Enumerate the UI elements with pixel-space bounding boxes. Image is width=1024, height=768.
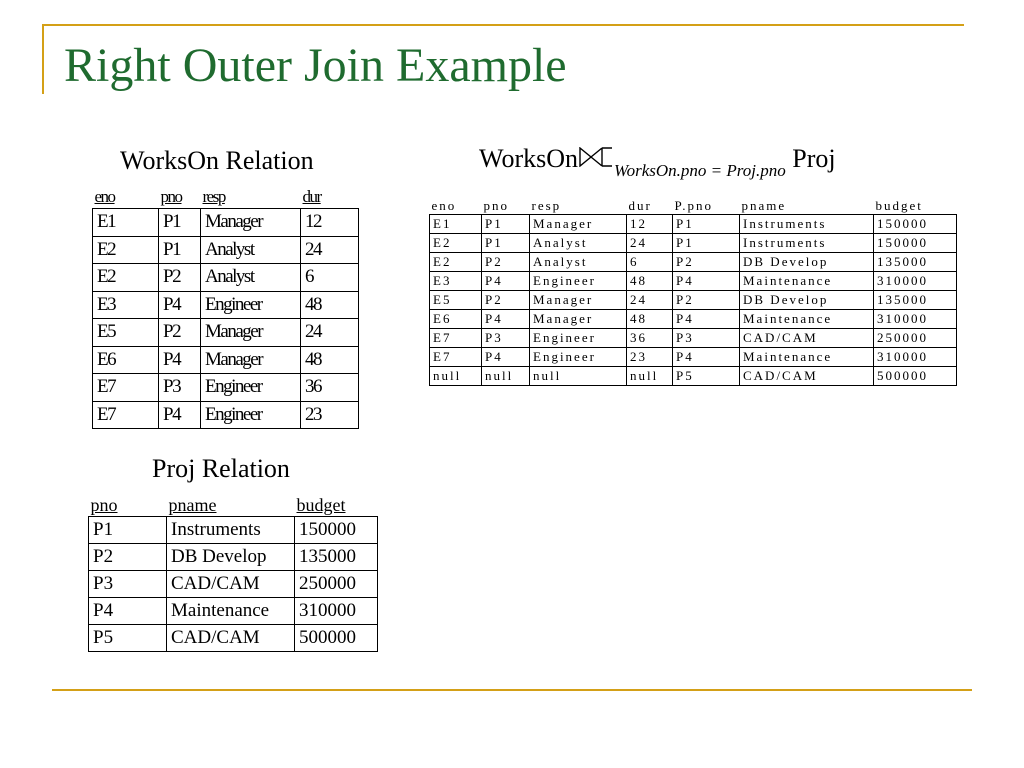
join-column-header: budget bbox=[875, 198, 923, 213]
join-cell: Maintenance bbox=[740, 348, 874, 367]
works-on-cell: Analyst bbox=[201, 236, 301, 264]
join-column-header: pno bbox=[483, 198, 509, 213]
join-row bbox=[430, 272, 957, 291]
proj-cell: DB Develop bbox=[167, 544, 295, 571]
join-row bbox=[430, 329, 957, 348]
proj-caption: Proj Relation bbox=[152, 454, 290, 483]
works-on-table bbox=[92, 186, 359, 429]
join-cell: P1 bbox=[482, 234, 530, 253]
join-cell: 250000 bbox=[874, 329, 957, 348]
proj-cell: 310000 bbox=[295, 598, 378, 625]
works-on-caption: WorksOn Relation bbox=[120, 146, 314, 175]
join-row bbox=[430, 234, 957, 253]
works-on-cell: E2 bbox=[93, 264, 159, 292]
proj-column-header: pname bbox=[168, 494, 217, 515]
proj-column-header: budget bbox=[296, 494, 346, 515]
works-on-row bbox=[93, 319, 359, 347]
join-row bbox=[430, 215, 957, 234]
join-cell: null bbox=[482, 367, 530, 386]
join-cell: P2 bbox=[673, 291, 740, 310]
works-on-column-header: pno bbox=[160, 187, 182, 206]
proj-cell: 150000 bbox=[295, 517, 378, 544]
join-cell: null bbox=[430, 367, 482, 386]
slide-title: Right Outer Join Example bbox=[64, 39, 567, 92]
join-cell: null bbox=[530, 367, 627, 386]
join-cell: Maintenance bbox=[740, 310, 874, 329]
works-on-cell: E7 bbox=[93, 374, 159, 402]
join-column-header: pname bbox=[741, 198, 787, 213]
join-row bbox=[430, 253, 957, 272]
proj-cell: CAD/CAM bbox=[167, 625, 295, 652]
right-outer-join-icon bbox=[579, 147, 613, 167]
join-cell: E5 bbox=[430, 291, 482, 310]
works-on-header-row bbox=[93, 186, 359, 209]
join-cell: P3 bbox=[673, 329, 740, 348]
join-cell: 48 bbox=[627, 272, 673, 291]
join-cell: null bbox=[627, 367, 673, 386]
works-on-cell: 12 bbox=[301, 209, 359, 237]
proj-cell: Maintenance bbox=[167, 598, 295, 625]
join-cell: P1 bbox=[482, 215, 530, 234]
join-column-header: resp bbox=[531, 198, 562, 213]
works-on-column-header: resp bbox=[202, 187, 225, 206]
join-body bbox=[430, 215, 957, 386]
join-column-header: dur bbox=[628, 198, 652, 213]
join-cell: Manager bbox=[530, 291, 627, 310]
join-row bbox=[430, 367, 957, 386]
join-cell: 24 bbox=[627, 234, 673, 253]
join-cell: Engineer bbox=[530, 348, 627, 367]
join-cell: E1 bbox=[430, 215, 482, 234]
join-column-header: P.pno bbox=[674, 198, 714, 213]
works-on-cell: E3 bbox=[93, 291, 159, 319]
proj-cell: 500000 bbox=[295, 625, 378, 652]
join-cell: E6 bbox=[430, 310, 482, 329]
join-cell: P4 bbox=[673, 310, 740, 329]
join-cell: Engineer bbox=[530, 329, 627, 348]
join-cell: E7 bbox=[430, 348, 482, 367]
join-cell: P4 bbox=[482, 310, 530, 329]
join-cell: Analyst bbox=[530, 253, 627, 272]
join-cell: P1 bbox=[673, 234, 740, 253]
join-cell: Analyst bbox=[530, 234, 627, 253]
join-row bbox=[430, 291, 957, 310]
works-on-row bbox=[93, 209, 359, 237]
proj-row bbox=[89, 517, 378, 544]
join-cell: 12 bbox=[627, 215, 673, 234]
join-cell: P4 bbox=[673, 348, 740, 367]
join-cell: CAD/CAM bbox=[740, 329, 874, 348]
proj-cell: P5 bbox=[89, 625, 167, 652]
join-row bbox=[430, 348, 957, 367]
proj-cell: Instruments bbox=[167, 517, 295, 544]
works-on-cell: P4 bbox=[159, 401, 201, 429]
proj-column-header: pno bbox=[90, 494, 118, 515]
join-column-header: eno bbox=[431, 198, 457, 213]
works-on-cell: P1 bbox=[159, 236, 201, 264]
join-cell: 310000 bbox=[874, 272, 957, 291]
join-cell: Maintenance bbox=[740, 272, 874, 291]
join-cell: E2 bbox=[430, 253, 482, 272]
proj-cell: P4 bbox=[89, 598, 167, 625]
join-cell: Instruments bbox=[740, 215, 874, 234]
works-on-cell: 24 bbox=[301, 236, 359, 264]
works-on-cell: Engineer bbox=[201, 291, 301, 319]
proj-cell: 250000 bbox=[295, 571, 378, 598]
proj-cell: P3 bbox=[89, 571, 167, 598]
join-cell: DB Develop bbox=[740, 253, 874, 272]
join-cell: DB Develop bbox=[740, 291, 874, 310]
join-cell: 150000 bbox=[874, 215, 957, 234]
works-on-body bbox=[93, 209, 359, 429]
join-cell: P5 bbox=[673, 367, 740, 386]
join-cell: 48 bbox=[627, 310, 673, 329]
join-cell: 135000 bbox=[874, 253, 957, 272]
works-on-cell: E2 bbox=[93, 236, 159, 264]
join-cell: P4 bbox=[482, 272, 530, 291]
join-row bbox=[430, 310, 957, 329]
join-cell: Manager bbox=[530, 310, 627, 329]
works-on-cell: P4 bbox=[159, 346, 201, 374]
join-cell: P4 bbox=[482, 348, 530, 367]
works-on-row bbox=[93, 346, 359, 374]
join-cell: 150000 bbox=[874, 234, 957, 253]
works-on-cell: Manager bbox=[201, 209, 301, 237]
join-cell: 310000 bbox=[874, 310, 957, 329]
proj-cell: CAD/CAM bbox=[167, 571, 295, 598]
join-result-table bbox=[429, 198, 957, 386]
join-cell: P1 bbox=[673, 215, 740, 234]
proj-row bbox=[89, 544, 378, 571]
works-on-cell: P3 bbox=[159, 374, 201, 402]
works-on-cell: 6 bbox=[301, 264, 359, 292]
proj-table bbox=[88, 494, 378, 652]
works-on-cell: Engineer bbox=[201, 401, 301, 429]
works-on-cell: 24 bbox=[301, 319, 359, 347]
join-cell: 6 bbox=[627, 253, 673, 272]
works-on-row bbox=[93, 236, 359, 264]
works-on-cell: P1 bbox=[159, 209, 201, 237]
works-on-cell: 36 bbox=[301, 374, 359, 402]
join-cell: P4 bbox=[673, 272, 740, 291]
works-on-column-header: dur bbox=[302, 187, 321, 206]
join-cell: Instruments bbox=[740, 234, 874, 253]
works-on-cell: 48 bbox=[301, 346, 359, 374]
join-cell: 310000 bbox=[874, 348, 957, 367]
join-cell: Manager bbox=[530, 215, 627, 234]
proj-header-row bbox=[89, 494, 378, 517]
works-on-cell: P4 bbox=[159, 291, 201, 319]
proj-body bbox=[89, 517, 378, 652]
works-on-row bbox=[93, 374, 359, 402]
join-left-operand: WorksOn bbox=[479, 144, 579, 173]
works-on-cell: E6 bbox=[93, 346, 159, 374]
join-right-operand: Proj bbox=[792, 144, 836, 173]
join-header-row bbox=[430, 198, 957, 215]
proj-cell: P2 bbox=[89, 544, 167, 571]
join-cell: E7 bbox=[430, 329, 482, 348]
proj-cell: P1 bbox=[89, 517, 167, 544]
works-on-cell: E5 bbox=[93, 319, 159, 347]
proj-cell: 135000 bbox=[295, 544, 378, 571]
proj-row bbox=[89, 571, 378, 598]
top-divider bbox=[42, 24, 964, 26]
works-on-row bbox=[93, 401, 359, 429]
works-on-row bbox=[93, 264, 359, 292]
join-cell: 23 bbox=[627, 348, 673, 367]
works-on-row bbox=[93, 291, 359, 319]
works-on-cell: Manager bbox=[201, 346, 301, 374]
works-on-cell: P2 bbox=[159, 264, 201, 292]
join-cell: P2 bbox=[482, 291, 530, 310]
works-on-cell: 48 bbox=[301, 291, 359, 319]
join-cell: P3 bbox=[482, 329, 530, 348]
proj-row bbox=[89, 625, 378, 652]
works-on-cell: Manager bbox=[201, 319, 301, 347]
join-cell: CAD/CAM bbox=[740, 367, 874, 386]
title-accent-bar bbox=[42, 24, 44, 94]
works-on-cell: Engineer bbox=[201, 374, 301, 402]
works-on-cell: E1 bbox=[93, 209, 159, 237]
works-on-column-header: eno bbox=[94, 187, 115, 206]
bottom-divider bbox=[52, 689, 972, 691]
join-cell: P2 bbox=[673, 253, 740, 272]
works-on-cell: 23 bbox=[301, 401, 359, 429]
join-caption bbox=[479, 144, 836, 180]
join-cell: 500000 bbox=[874, 367, 957, 386]
join-cell: 135000 bbox=[874, 291, 957, 310]
join-cell: Engineer bbox=[530, 272, 627, 291]
join-condition: WorksOn.pno = Proj.pno bbox=[614, 161, 786, 180]
join-cell: E2 bbox=[430, 234, 482, 253]
join-cell: 24 bbox=[627, 291, 673, 310]
join-cell: 36 bbox=[627, 329, 673, 348]
works-on-cell: E7 bbox=[93, 401, 159, 429]
proj-row bbox=[89, 598, 378, 625]
works-on-cell: P2 bbox=[159, 319, 201, 347]
join-cell: E3 bbox=[430, 272, 482, 291]
join-cell: P2 bbox=[482, 253, 530, 272]
works-on-cell: Analyst bbox=[201, 264, 301, 292]
